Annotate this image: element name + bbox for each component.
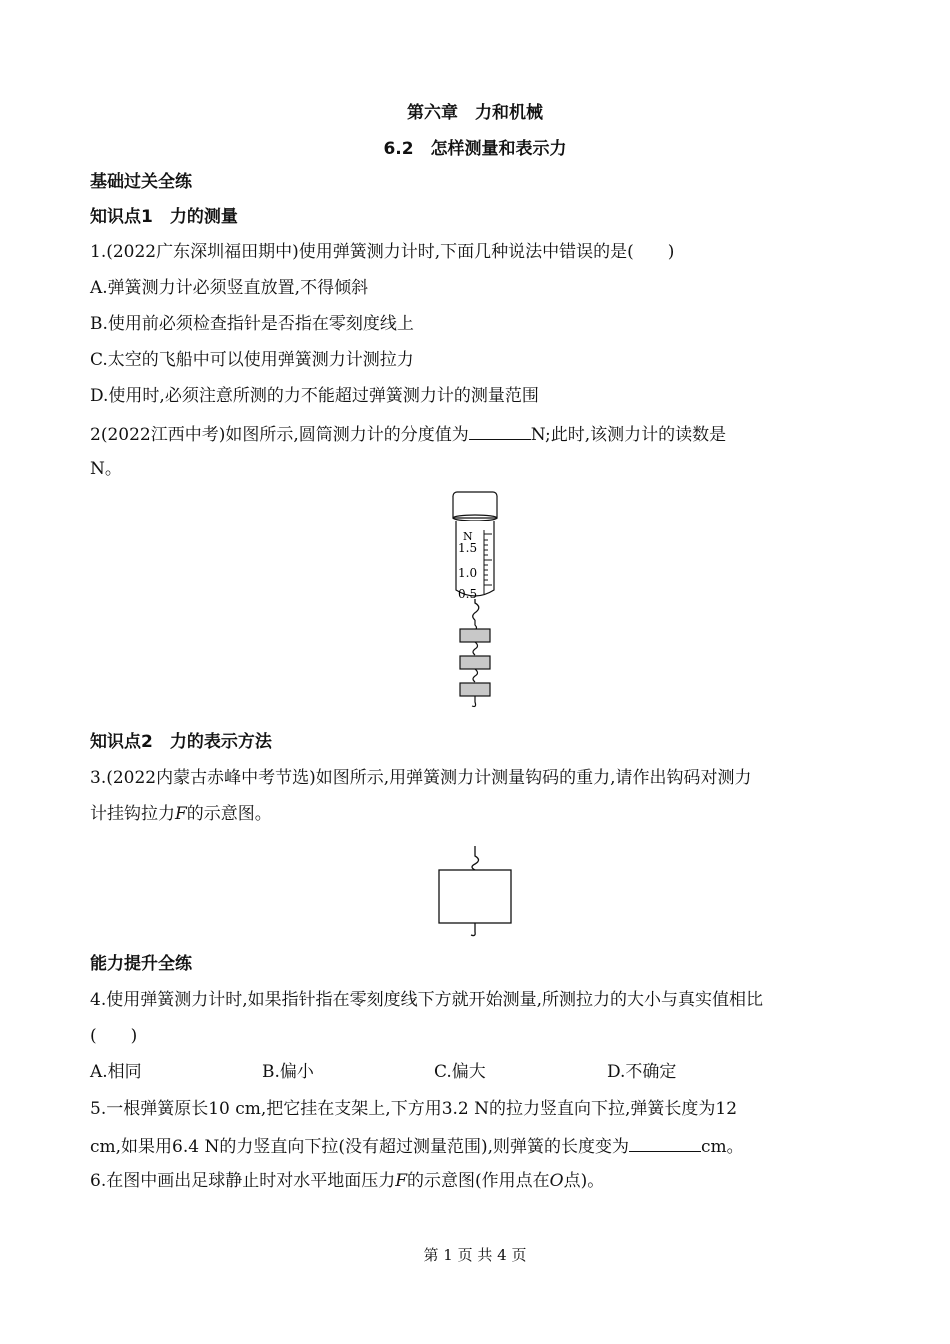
q4-option-a: A.相同 [90, 1062, 142, 1082]
hook-weight-figure [430, 840, 520, 940]
page-footer: 第 1 页 共 4 页 [423, 1246, 527, 1264]
q4-line1: 4.使用弹簧测力计时,如果指针指在零刻度线下方就开始测量,所测拉力的大小与真实值相比 [90, 990, 764, 1010]
q5-line1: 5.一根弹簧原长10 cm,把它挂在支架上,下方用3.2 N的拉力竖直向下拉,弹簧长度为12 [90, 1099, 738, 1119]
cylinder-force-meter-figure [440, 488, 510, 710]
q6-text-c: 点)。 [563, 1171, 605, 1191]
q4-option-b: B.偏小 [262, 1062, 314, 1082]
q2-text-b: N;此时,该测力计的读数是 [530, 425, 727, 445]
q6-text-a: 6.在图中画出足球静止时对水平地面压力 [90, 1171, 396, 1191]
tick-label-1-0: 1.0 [458, 566, 478, 580]
q3-line2 [90, 804, 272, 824]
q1-option-b: B.使用前必须检查指针是否指在零刻度线上 [90, 314, 414, 334]
q1-stem: 1.(2022广东深圳福田期中)使用弹簧测力计时,下面几种说法中错误的是( ) [90, 242, 675, 262]
q6-text-b: 的示意图(作用点在 [407, 1171, 550, 1191]
q5-blank[interactable] [629, 1135, 701, 1152]
part-heading-basic: 基础过关全练 [90, 172, 192, 192]
unit-label: N [463, 530, 473, 543]
part-heading-ability: 能力提升全练 [90, 954, 192, 974]
q3-variable-f: F [175, 804, 187, 824]
tick-label-1-5: 1.5 [458, 541, 478, 555]
q4-option-c: C.偏大 [434, 1062, 486, 1082]
q1-option-a: A.弹簧测力计必须竖直放置,不得倾斜 [90, 278, 369, 298]
q2-text-a: 2(2022江西中考)如图所示,圆筒测力计的分度值为 [90, 425, 469, 445]
q2-line2: N。 [90, 459, 122, 479]
chapter-title: 第六章 力和机械 [407, 103, 543, 123]
q1-option-d: D.使用时,必须注意所测的力不能超过弹簧测力计的测量范围 [90, 386, 539, 406]
q4-line2: ( ) [90, 1026, 138, 1046]
q6-variable-f: F [395, 1171, 408, 1191]
q6-variable-o: O [549, 1171, 564, 1191]
section-title: 6.2 怎样测量和表示力 [383, 139, 567, 159]
q2-line1 [90, 423, 726, 445]
q4-option-d: D.不确定 [607, 1062, 677, 1082]
knowledge-point-2: 知识点2 力的表示方法 [90, 732, 272, 752]
q3-text-b: 的示意图。 [186, 804, 272, 824]
q6-line [90, 1171, 604, 1191]
q5-text-b: cm。 [701, 1137, 744, 1157]
q1-option-c: C.太空的飞船中可以使用弹簧测力计测拉力 [90, 350, 414, 370]
q2-blank-1[interactable] [469, 423, 531, 440]
q3-line1: 3.(2022内蒙古赤峰中考节选)如图所示,用弹簧测力计测量钩码的重力,请作出钩码对测力 [90, 768, 752, 788]
tick-label-0-5: 0.5 [458, 587, 478, 601]
knowledge-point-1: 知识点1 力的测量 [90, 207, 238, 227]
q3-text-a: 计挂钩拉力 [90, 804, 175, 824]
q5-text-a: cm,如果用6.4 N的力竖直向下拉(没有超过测量范围),则弹簧的长度变为 [90, 1137, 630, 1157]
q5-line2 [90, 1135, 744, 1157]
